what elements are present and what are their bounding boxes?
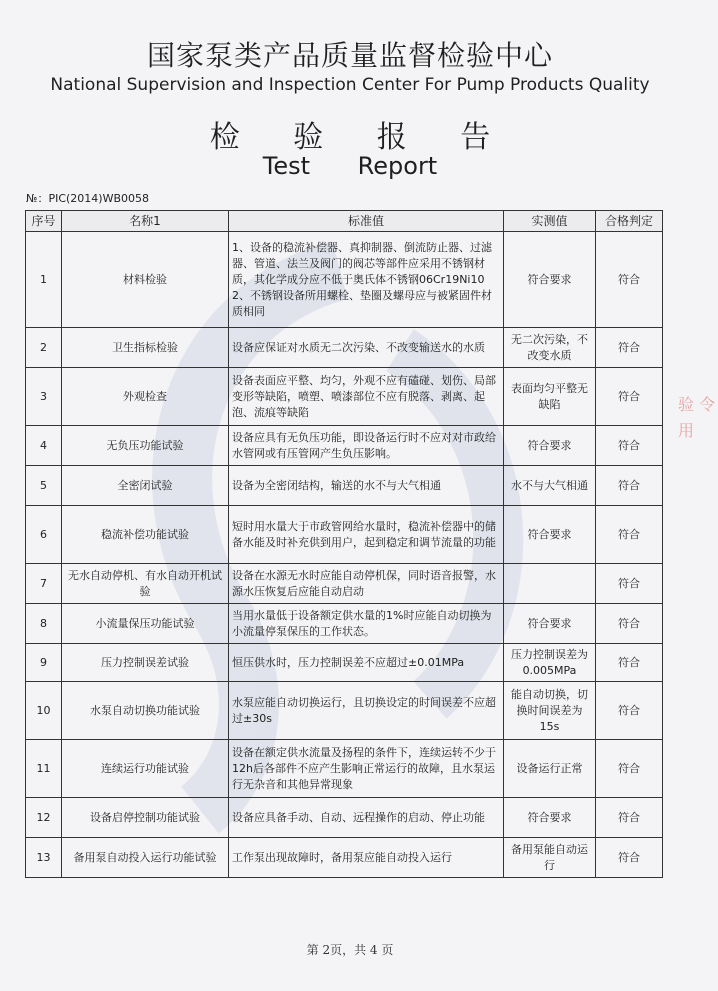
table-row bbox=[26, 564, 663, 604]
row-name: 连续运行功能试验 bbox=[62, 740, 229, 798]
column-header-standard: 标准值 bbox=[229, 211, 504, 232]
row-name: 稳流补偿功能试验 bbox=[62, 506, 229, 564]
row-verdict: 符合 bbox=[596, 506, 663, 564]
row-standard: 短时用水量大于市政管网给水量时，稳流补偿器中的储备水能及时补充供到用户，起到稳定和调节流量的功能 bbox=[229, 506, 504, 564]
row-standard: 设备为全密闭结构，输送的水不与大气相通 bbox=[229, 466, 504, 506]
table-row bbox=[26, 368, 663, 426]
table-row bbox=[26, 232, 663, 328]
column-header-verdict: 合格判定 bbox=[596, 211, 663, 232]
table-row bbox=[26, 466, 663, 506]
row-no: 8 bbox=[26, 604, 62, 644]
row-measured: 表面均匀平整无缺陷 bbox=[504, 368, 596, 426]
table-row bbox=[26, 604, 663, 644]
row-measured: 符合要求 bbox=[504, 506, 596, 564]
row-no: 13 bbox=[26, 838, 62, 878]
column-header-measured: 实测值 bbox=[504, 211, 596, 232]
row-no: 5 bbox=[26, 466, 62, 506]
test-results-table bbox=[25, 210, 663, 878]
org-name-en: National Supervision and Inspection Center For Pump Products Quality bbox=[50, 75, 650, 95]
row-standard: 设备在水源无水时应能自动停机保，同时语音报警，水源水压恢复后应能自动启动 bbox=[229, 564, 504, 604]
row-measured: 无二次污染，不改变水质 bbox=[504, 328, 596, 368]
row-measured bbox=[504, 564, 596, 604]
row-verdict: 符合 bbox=[596, 328, 663, 368]
row-name: 小流量保压功能试验 bbox=[62, 604, 229, 644]
org-name-zh: 国家泵类产品质量监督检验中心 bbox=[146, 39, 553, 72]
report-title-en: Test Report bbox=[262, 152, 438, 180]
row-measured: 符合要求 bbox=[504, 232, 596, 328]
row-measured: 水不与大气相通 bbox=[504, 466, 596, 506]
table-header-row bbox=[26, 211, 663, 232]
row-name: 无负压功能试验 bbox=[62, 426, 229, 466]
row-standard: 工作泵出现故障时，备用泵应能自动投入运行 bbox=[229, 838, 504, 878]
row-verdict: 符合 bbox=[596, 604, 663, 644]
row-name: 设备启停控制功能试验 bbox=[62, 798, 229, 838]
row-measured: 备用泵能自动运行 bbox=[504, 838, 596, 878]
row-no: 10 bbox=[26, 682, 62, 740]
column-header-no: 序号 bbox=[26, 211, 62, 232]
red-stamp-fragment: 验 令 用 bbox=[678, 395, 716, 440]
row-no: 6 bbox=[26, 506, 62, 564]
row-no: 12 bbox=[26, 798, 62, 838]
row-standard: 设备应具备手动、自动、远程操作的启动、停止功能 bbox=[229, 798, 504, 838]
row-name: 压力控制误差试验 bbox=[62, 644, 229, 682]
table-row bbox=[26, 798, 663, 838]
row-measured: 符合要求 bbox=[504, 798, 596, 838]
row-no: 9 bbox=[26, 644, 62, 682]
row-name: 全密闭试验 bbox=[62, 466, 229, 506]
row-name: 材料检验 bbox=[62, 232, 229, 328]
table-row bbox=[26, 426, 663, 466]
row-measured: 符合要求 bbox=[504, 426, 596, 466]
table-row bbox=[26, 838, 663, 878]
row-no: 2 bbox=[26, 328, 62, 368]
row-measured: 符合要求 bbox=[504, 604, 596, 644]
table-row bbox=[26, 506, 663, 564]
row-standard: 设备应具有无负压功能，即设备运行时不应对对市政给水管网或有压管网产生负压影响。 bbox=[229, 426, 504, 466]
row-verdict: 符合 bbox=[596, 798, 663, 838]
row-standard: 水泵应能自动切换运行，且切换设定的时间误差不应超过±30s bbox=[229, 682, 504, 740]
table-row bbox=[26, 644, 663, 682]
row-verdict: 符合 bbox=[596, 426, 663, 466]
row-name: 水泵自动切换功能试验 bbox=[62, 682, 229, 740]
row-standard: 当用水量低于设备额定供水量的1%时应能自动切换为小流量停泵保压的工作状态。 bbox=[229, 604, 504, 644]
row-measured: 压力控制误差为0.005MPa bbox=[504, 644, 596, 682]
row-no: 11 bbox=[26, 740, 62, 798]
row-name: 备用泵自动投入运行功能试验 bbox=[62, 838, 229, 878]
table-row bbox=[26, 740, 663, 798]
row-standard: 设备在额定供水流量及扬程的条件下，连续运转不少于12h后各部件不应产生影响正常运行的故障，且水泵运行无杂音和其他异常现象 bbox=[229, 740, 504, 798]
column-header-name: 名称1 bbox=[62, 211, 229, 232]
row-name: 卫生指标检验 bbox=[62, 328, 229, 368]
page-number: 第 2页，共 4 页 bbox=[306, 943, 394, 957]
row-verdict: 符合 bbox=[596, 644, 663, 682]
row-no: 4 bbox=[26, 426, 62, 466]
row-verdict: 符合 bbox=[596, 368, 663, 426]
row-no: 1 bbox=[26, 232, 62, 328]
row-measured: 能自动切换，切换时间误差为15s bbox=[504, 682, 596, 740]
row-measured: 设备运行正常 bbox=[504, 740, 596, 798]
row-verdict: 符合 bbox=[596, 682, 663, 740]
row-standard: 恒压供水时，压力控制误差不应超过±0.01MPa bbox=[229, 644, 504, 682]
row-standard: 设备应保证对水质无二次污染、不改变输送水的水质 bbox=[229, 328, 504, 368]
row-name: 外观检查 bbox=[62, 368, 229, 426]
row-no: 7 bbox=[26, 564, 62, 604]
row-standard: 设备表面应平整、均匀，外观不应有磕碰、划伤、局部变形等缺陷，喷塑、喷漆部位不应有脱落、剥离、起泡、流痕等缺陷 bbox=[229, 368, 504, 426]
row-name: 无水自动停机、有水自动开机试验 bbox=[62, 564, 229, 604]
row-standard: 1、设备的稳流补偿器、真抑制器、倒流防止器、过滤器、管道、法兰及阀门的阀芯等部件应采用不锈钢材质，其化学成分应不低于奥氏体不锈钢06Cr19Ni10 2、不锈钢设备所用螺栓、垫圈及螺母应与被紧固件材质相同 bbox=[229, 232, 504, 328]
table-row bbox=[26, 328, 663, 368]
row-no: 3 bbox=[26, 368, 62, 426]
report-number: №：PIC(2014)WB0058 bbox=[26, 192, 149, 205]
row-verdict: 符合 bbox=[596, 466, 663, 506]
row-verdict: 符合 bbox=[596, 564, 663, 604]
row-verdict: 符合 bbox=[596, 740, 663, 798]
row-verdict: 符合 bbox=[596, 838, 663, 878]
table-row bbox=[26, 682, 663, 740]
row-verdict: 符合 bbox=[596, 232, 663, 328]
report-title-zh: 检 验 报 告 bbox=[209, 120, 513, 155]
